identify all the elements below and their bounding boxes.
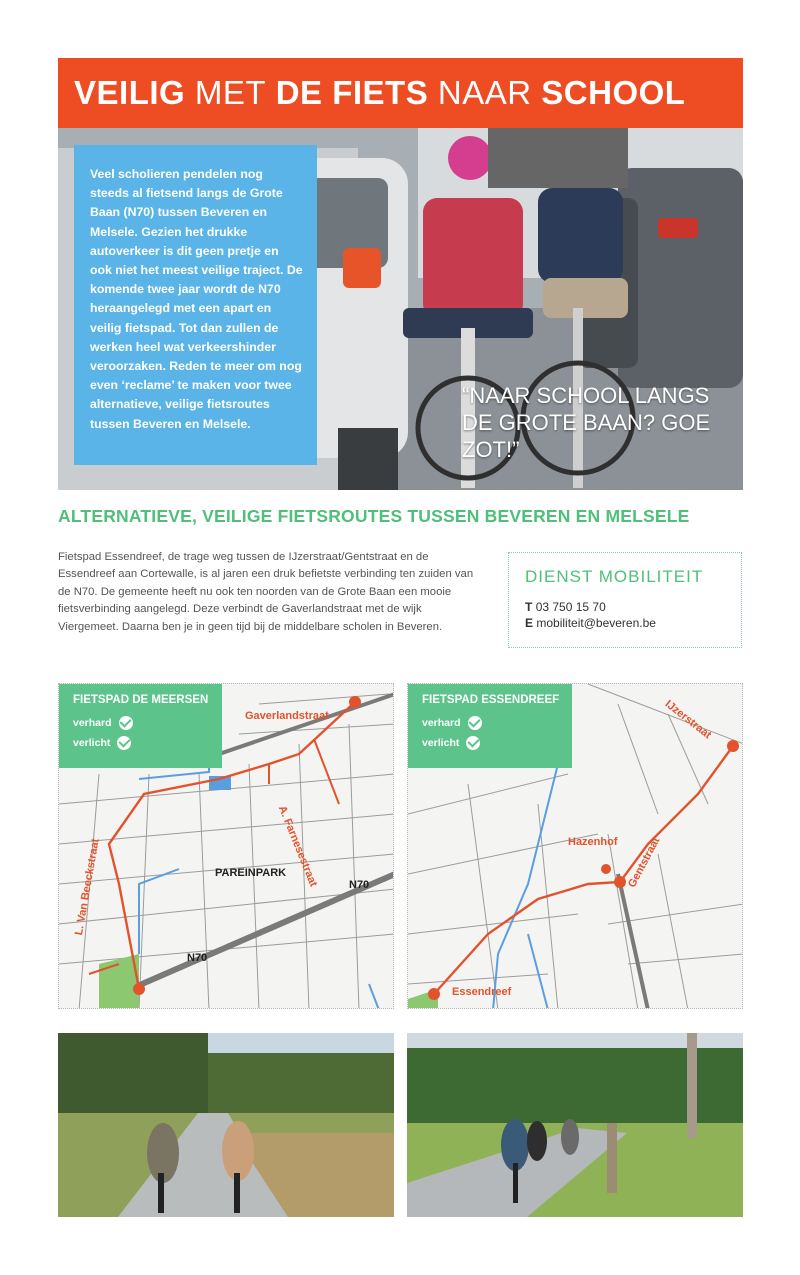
title-word-naar: NAAR: [437, 74, 532, 111]
street-label-van-beeckstraat: L. Van Beeckstraat: [73, 837, 102, 937]
body-paragraph: Fietspad Essendreef, de trage weg tussen de IJzerstraat/Gentstraat en de Essendreef aan Cortewalle, is al jaren een druk befietste verbinding ten zuiden van de N70. De gemeente heeft nu ook ten noorden van de Grote Baan een mooie fietsverbinding aangelegd. Deze verbindt de Gaverlandstraat met de wijk Viergemeet. Daarna ben je in geen tijd bij de middelbare scholen in Beveren.: [58, 551, 474, 633]
street-label-essendreef: Essendreef: [452, 986, 512, 998]
legend-row-verhard: [73, 716, 208, 730]
title-word-school: SCHOOL: [541, 74, 686, 111]
intro-text: Veel scholieren pendelen nog steeds al fietsend langs de Grote Baan (N70) tussen Beveren en Melsele. Gezien het drukke autoverkeer is dit geen pretje en ook niet het meest veilige traject. De komende twee jaar wordt de N70 heraangelegd met een apart en veilig fietspad. Tot dan zullen de werken heel wat verkeershinder veroorzaken. Reden te meer om nog even ‘reclame’ te maken voor twee alternatieve, veilige fietsroutes tussen Beveren en Melsele.: [90, 167, 303, 431]
title-word-met: MET: [194, 74, 267, 111]
title-banner: [58, 58, 743, 128]
contact-email-line: [525, 615, 725, 631]
contact-email[interactable]: mobiliteit@beveren.be: [536, 616, 656, 630]
street-label-farnesestraat: A. Farnesestraat: [275, 804, 320, 889]
photo-cyclists-essendreef: [407, 1033, 743, 1217]
street-label-gentstraat: Gentstraat: [626, 835, 663, 890]
hero-quote: “NAAR SCHOOL LANGS DE GROTE BAAN? GOE ZOT!”: [462, 383, 711, 462]
phone-prefix: T: [525, 600, 533, 614]
legend-verhard-label: verhard: [73, 717, 112, 729]
street-label-gaverlandstraat: Gaverlandstraat: [245, 710, 329, 722]
legend-verlicht-label: verlicht: [73, 737, 111, 749]
map-de-meersen: [58, 683, 394, 1009]
contact-box: [508, 552, 742, 648]
map-essendreef-legend: [408, 684, 572, 768]
legend-verhard-label: verhard: [422, 717, 461, 729]
photo-meersen-illustration: [58, 1033, 394, 1217]
contact-title: DIENST MOBILITEIT: [525, 567, 704, 586]
title-word-de-fiets: DE FIETS: [275, 74, 429, 111]
legend-row-verlicht: [422, 736, 558, 750]
check-icon: [119, 716, 133, 730]
contact-phone-line: [525, 599, 725, 615]
map-de-meersen-title: FIETSPAD DE MEERSEN: [73, 694, 209, 706]
legend-row-verlicht: [73, 736, 208, 750]
photo-cyclists-meersen: [58, 1033, 394, 1217]
map-essendreef: [407, 683, 743, 1009]
check-icon: [466, 736, 480, 750]
legend-row-verhard: [422, 716, 558, 730]
check-icon: [117, 736, 131, 750]
street-label-hazenhof: Hazenhof: [568, 836, 618, 848]
map-essendreef-title: FIETSPAD ESSENDREEF: [422, 694, 560, 706]
photo-essendreef-illustration: [407, 1033, 743, 1217]
contact-phone[interactable]: 03 750 15 70: [535, 600, 606, 614]
legend-verlicht-label: verlicht: [422, 737, 460, 749]
street-label-ijzerstraat: IJzerstraat: [662, 698, 714, 742]
check-icon: [468, 716, 482, 730]
title-word-veilig: VEILIG: [74, 74, 186, 111]
map-de-meersen-legend: [59, 684, 222, 768]
intro-text-box: [74, 145, 317, 465]
road-label-n70-west: N70: [187, 952, 208, 964]
email-prefix: E: [525, 616, 534, 630]
section-title: ALTERNATIEVE, VEILIGE FIETSROUTES TUSSEN BEVEREN EN MELSELE: [58, 506, 690, 526]
area-label-pareinpark: PAREINPARK: [215, 867, 287, 879]
road-label-n70-east: N70: [349, 879, 370, 891]
